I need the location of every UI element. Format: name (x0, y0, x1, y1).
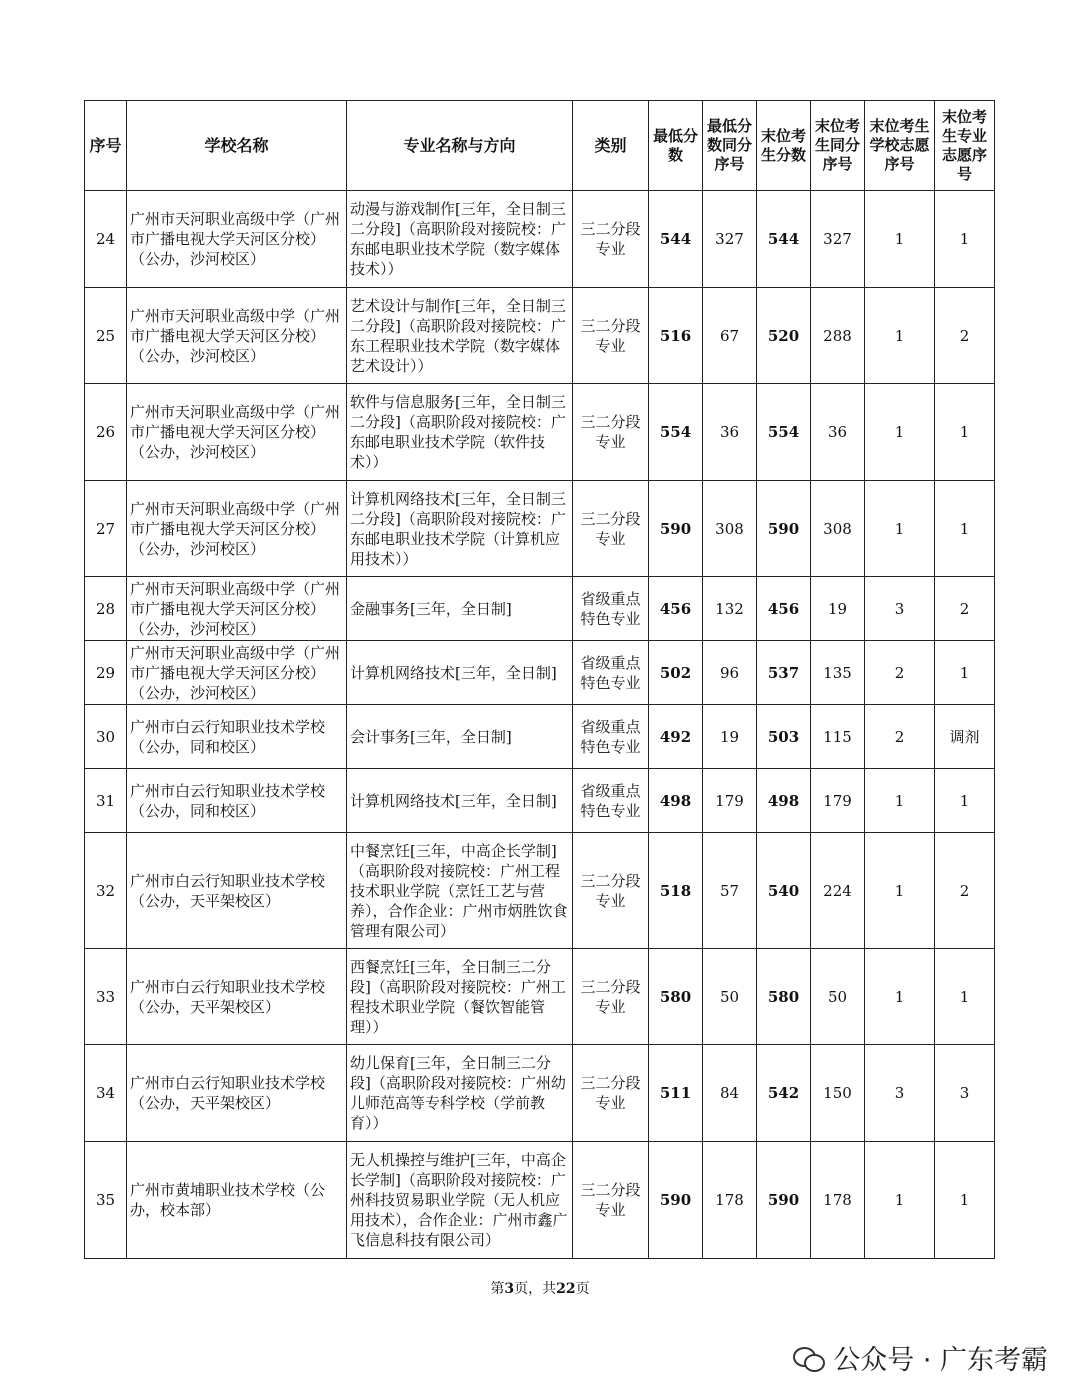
row-number-cell: 28 (85, 577, 127, 641)
major-name-cell: 计算机网络技术[三年，全日制] (347, 769, 573, 833)
watermark (793, 1338, 1048, 1377)
last-score-rank-cell: 50 (811, 949, 865, 1045)
header-cell: 专业名称与方向 (347, 101, 573, 191)
school-preference-cell: 1 (865, 949, 935, 1045)
min-score-cell: 456 (649, 577, 703, 641)
last-score-cell: 503 (757, 705, 811, 769)
row-number-cell: 26 (85, 384, 127, 481)
major-preference-cell: 3 (935, 1045, 995, 1142)
row-number-cell: 24 (85, 191, 127, 288)
row-number-cell: 25 (85, 288, 127, 384)
category-cell: 三二分段专业 (573, 191, 649, 288)
footer-suffix: 页 (575, 1281, 590, 1297)
row-number-cell: 35 (85, 1142, 127, 1259)
major-name-cell: 无人机操控与维护[三年，中高企长学制]（高职阶段对接院校：广州科技贸易职业学院（无人机应用技术），合作企业：广州市鑫广飞信息科技有限公司） (347, 1142, 573, 1259)
last-score-cell: 590 (757, 481, 811, 577)
major-preference-cell: 1 (935, 481, 995, 577)
category-cell: 三二分段专业 (573, 1045, 649, 1142)
table-row (85, 481, 995, 577)
last-score-rank-cell: 19 (811, 577, 865, 641)
major-preference-cell: 2 (935, 288, 995, 384)
last-score-cell: 544 (757, 191, 811, 288)
table-row (85, 191, 995, 288)
school-name-cell: 广州市天河职业高级中学（广州市广播电视大学天河区分校）（公办，沙河校区） (127, 191, 347, 288)
row-number-cell: 33 (85, 949, 127, 1045)
current-page: 3 (504, 1281, 515, 1297)
category-cell: 三二分段专业 (573, 481, 649, 577)
category-cell: 省级重点特色专业 (573, 577, 649, 641)
major-name-cell: 金融事务[三年，全日制] (347, 577, 573, 641)
min-score-rank-cell: 50 (703, 949, 757, 1045)
min-score-rank-cell: 327 (703, 191, 757, 288)
row-number-cell: 27 (85, 481, 127, 577)
min-score-rank-cell: 36 (703, 384, 757, 481)
major-preference-cell: 1 (935, 641, 995, 705)
header-cell: 末位考生分数 (757, 101, 811, 191)
min-score-cell: 590 (649, 1142, 703, 1259)
major-preference-cell: 2 (935, 577, 995, 641)
category-cell: 三二分段专业 (573, 833, 649, 949)
school-name-cell: 广州市白云行知职业技术学校（公办，同和校区） (127, 705, 347, 769)
min-score-rank-cell: 132 (703, 577, 757, 641)
total-pages: 22 (556, 1281, 576, 1297)
major-preference-cell: 2 (935, 833, 995, 949)
table-row (85, 641, 995, 705)
school-preference-cell: 1 (865, 191, 935, 288)
row-number-cell: 32 (85, 833, 127, 949)
school-preference-cell: 2 (865, 705, 935, 769)
watermark-text: 公众号 · 广东考霸 (833, 1345, 1048, 1376)
last-score-rank-cell: 179 (811, 769, 865, 833)
category-cell: 三二分段专业 (573, 384, 649, 481)
min-score-rank-cell: 178 (703, 1142, 757, 1259)
school-name-cell: 广州市天河职业高级中学（广州市广播电视大学天河区分校）（公办，沙河校区） (127, 577, 347, 641)
min-score-rank-cell: 96 (703, 641, 757, 705)
last-score-cell: 498 (757, 769, 811, 833)
min-score-cell: 554 (649, 384, 703, 481)
school-preference-cell: 1 (865, 481, 935, 577)
category-cell: 省级重点特色专业 (573, 769, 649, 833)
admission-score-table (84, 100, 995, 1259)
row-number-cell: 31 (85, 769, 127, 833)
min-score-rank-cell: 179 (703, 769, 757, 833)
major-name-cell: 计算机网络技术[三年，全日制] (347, 641, 573, 705)
major-preference-cell: 1 (935, 384, 995, 481)
school-preference-cell: 1 (865, 1142, 935, 1259)
category-cell: 省级重点特色专业 (573, 705, 649, 769)
last-score-cell: 456 (757, 577, 811, 641)
last-score-rank-cell: 178 (811, 1142, 865, 1259)
last-score-rank-cell: 224 (811, 833, 865, 949)
min-score-rank-cell: 19 (703, 705, 757, 769)
min-score-cell: 518 (649, 833, 703, 949)
header-cell: 末位考生同分序号 (811, 101, 865, 191)
min-score-cell: 498 (649, 769, 703, 833)
row-number-cell: 30 (85, 705, 127, 769)
major-preference-cell: 1 (935, 769, 995, 833)
last-score-rank-cell: 327 (811, 191, 865, 288)
min-score-cell: 590 (649, 481, 703, 577)
major-preference-cell: 1 (935, 1142, 995, 1259)
min-score-rank-cell: 57 (703, 833, 757, 949)
min-score-rank-cell: 308 (703, 481, 757, 577)
school-preference-cell: 3 (865, 1045, 935, 1142)
min-score-rank-cell: 67 (703, 288, 757, 384)
header-cell: 学校名称 (127, 101, 347, 191)
row-number-cell: 29 (85, 641, 127, 705)
school-name-cell: 广州市黄埔职业技术学校（公办，校本部） (127, 1142, 347, 1259)
last-score-cell: 542 (757, 1045, 811, 1142)
header-cell: 序号 (85, 101, 127, 191)
school-preference-cell: 1 (865, 769, 935, 833)
last-score-cell: 580 (757, 949, 811, 1045)
last-score-rank-cell: 288 (811, 288, 865, 384)
header-cell: 类别 (573, 101, 649, 191)
table-row (85, 833, 995, 949)
table-row (85, 577, 995, 641)
table-row (85, 705, 995, 769)
min-score-cell: 516 (649, 288, 703, 384)
header-cell: 最低分数同分序号 (703, 101, 757, 191)
min-score-rank-cell: 84 (703, 1045, 757, 1142)
table-row (85, 1045, 995, 1142)
school-name-cell: 广州市天河职业高级中学（广州市广播电视大学天河区分校）（公办，沙河校区） (127, 288, 347, 384)
footer-mid: 页，共 (514, 1281, 557, 1297)
major-name-cell: 计算机网络技术[三年，全日制三二分段]（高职阶段对接院校：广东邮电职业技术学院（计算机应用技术）） (347, 481, 573, 577)
major-name-cell: 幼儿保育[三年，全日制三二分段]（高职阶段对接院校：广州幼儿师范高等专科学校（学前教育）） (347, 1045, 573, 1142)
last-score-rank-cell: 308 (811, 481, 865, 577)
last-score-rank-cell: 135 (811, 641, 865, 705)
table-row (85, 384, 995, 481)
major-name-cell: 艺术设计与制作[三年，全日制三二分段]（高职阶段对接院校：广东工程职业技术学院（数字媒体艺术设计）） (347, 288, 573, 384)
last-score-rank-cell: 36 (811, 384, 865, 481)
row-number-cell: 34 (85, 1045, 127, 1142)
school-name-cell: 广州市白云行知职业技术学校（公办，天平架校区） (127, 833, 347, 949)
last-score-rank-cell: 115 (811, 705, 865, 769)
category-cell: 三二分段专业 (573, 1142, 649, 1259)
min-score-cell: 580 (649, 949, 703, 1045)
header-cell: 末位考生学校志愿序号 (865, 101, 935, 191)
table-row (85, 1142, 995, 1259)
major-preference-cell: 调剂 (935, 705, 995, 769)
school-name-cell: 广州市白云行知职业技术学校（公办，天平架校区） (127, 949, 347, 1045)
school-name-cell: 广州市白云行知职业技术学校（公办，同和校区） (127, 769, 347, 833)
min-score-cell: 492 (649, 705, 703, 769)
last-score-cell: 520 (757, 288, 811, 384)
table-header-row (85, 101, 995, 191)
category-cell: 三二分段专业 (573, 288, 649, 384)
last-score-cell: 540 (757, 833, 811, 949)
school-name-cell: 广州市天河职业高级中学（广州市广播电视大学天河区分校）（公办，沙河校区） (127, 641, 347, 705)
major-name-cell: 软件与信息服务[三年，全日制三二分段]（高职阶段对接院校：广东邮电职业技术学院（软件技术）） (347, 384, 573, 481)
footer-prefix: 第 (490, 1281, 505, 1297)
school-preference-cell: 1 (865, 288, 935, 384)
major-name-cell: 会计事务[三年，全日制] (347, 705, 573, 769)
last-score-cell: 554 (757, 384, 811, 481)
wechat-icon (793, 1345, 823, 1371)
min-score-cell: 502 (649, 641, 703, 705)
major-name-cell: 西餐烹饪[三年，全日制三二分段]（高职阶段对接院校：广州工程技术职业学院（餐饮智能管理）） (347, 949, 573, 1045)
min-score-cell: 511 (649, 1045, 703, 1142)
table-row (85, 949, 995, 1045)
school-name-cell: 广州市天河职业高级中学（广州市广播电视大学天河区分校）（公办，沙河校区） (127, 384, 347, 481)
category-cell: 省级重点特色专业 (573, 641, 649, 705)
school-preference-cell: 2 (865, 641, 935, 705)
school-preference-cell: 1 (865, 833, 935, 949)
major-name-cell: 中餐烹饪[三年，中高企长学制]（高职阶段对接院校：广州工程技术职业学院（烹饪工艺与营养），合作企业：广州市炳胜饮食管理有限公司） (347, 833, 573, 949)
major-preference-cell: 1 (935, 191, 995, 288)
school-preference-cell: 3 (865, 577, 935, 641)
major-name-cell: 动漫与游戏制作[三年，全日制三二分段]（高职阶段对接院校：广东邮电职业技术学院（数字媒体技术）） (347, 191, 573, 288)
last-score-cell: 590 (757, 1142, 811, 1259)
school-preference-cell: 1 (865, 384, 935, 481)
page-footer (0, 1278, 1080, 1298)
category-cell: 三二分段专业 (573, 949, 649, 1045)
table-row (85, 288, 995, 384)
header-cell: 最低分数 (649, 101, 703, 191)
school-name-cell: 广州市白云行知职业技术学校（公办，天平架校区） (127, 1045, 347, 1142)
last-score-cell: 537 (757, 641, 811, 705)
header-cell: 末位考生专业志愿序号 (935, 101, 995, 191)
major-preference-cell: 1 (935, 949, 995, 1045)
min-score-cell: 544 (649, 191, 703, 288)
table-row (85, 769, 995, 833)
school-name-cell: 广州市天河职业高级中学（广州市广播电视大学天河区分校）（公办，沙河校区） (127, 481, 347, 577)
last-score-rank-cell: 150 (811, 1045, 865, 1142)
